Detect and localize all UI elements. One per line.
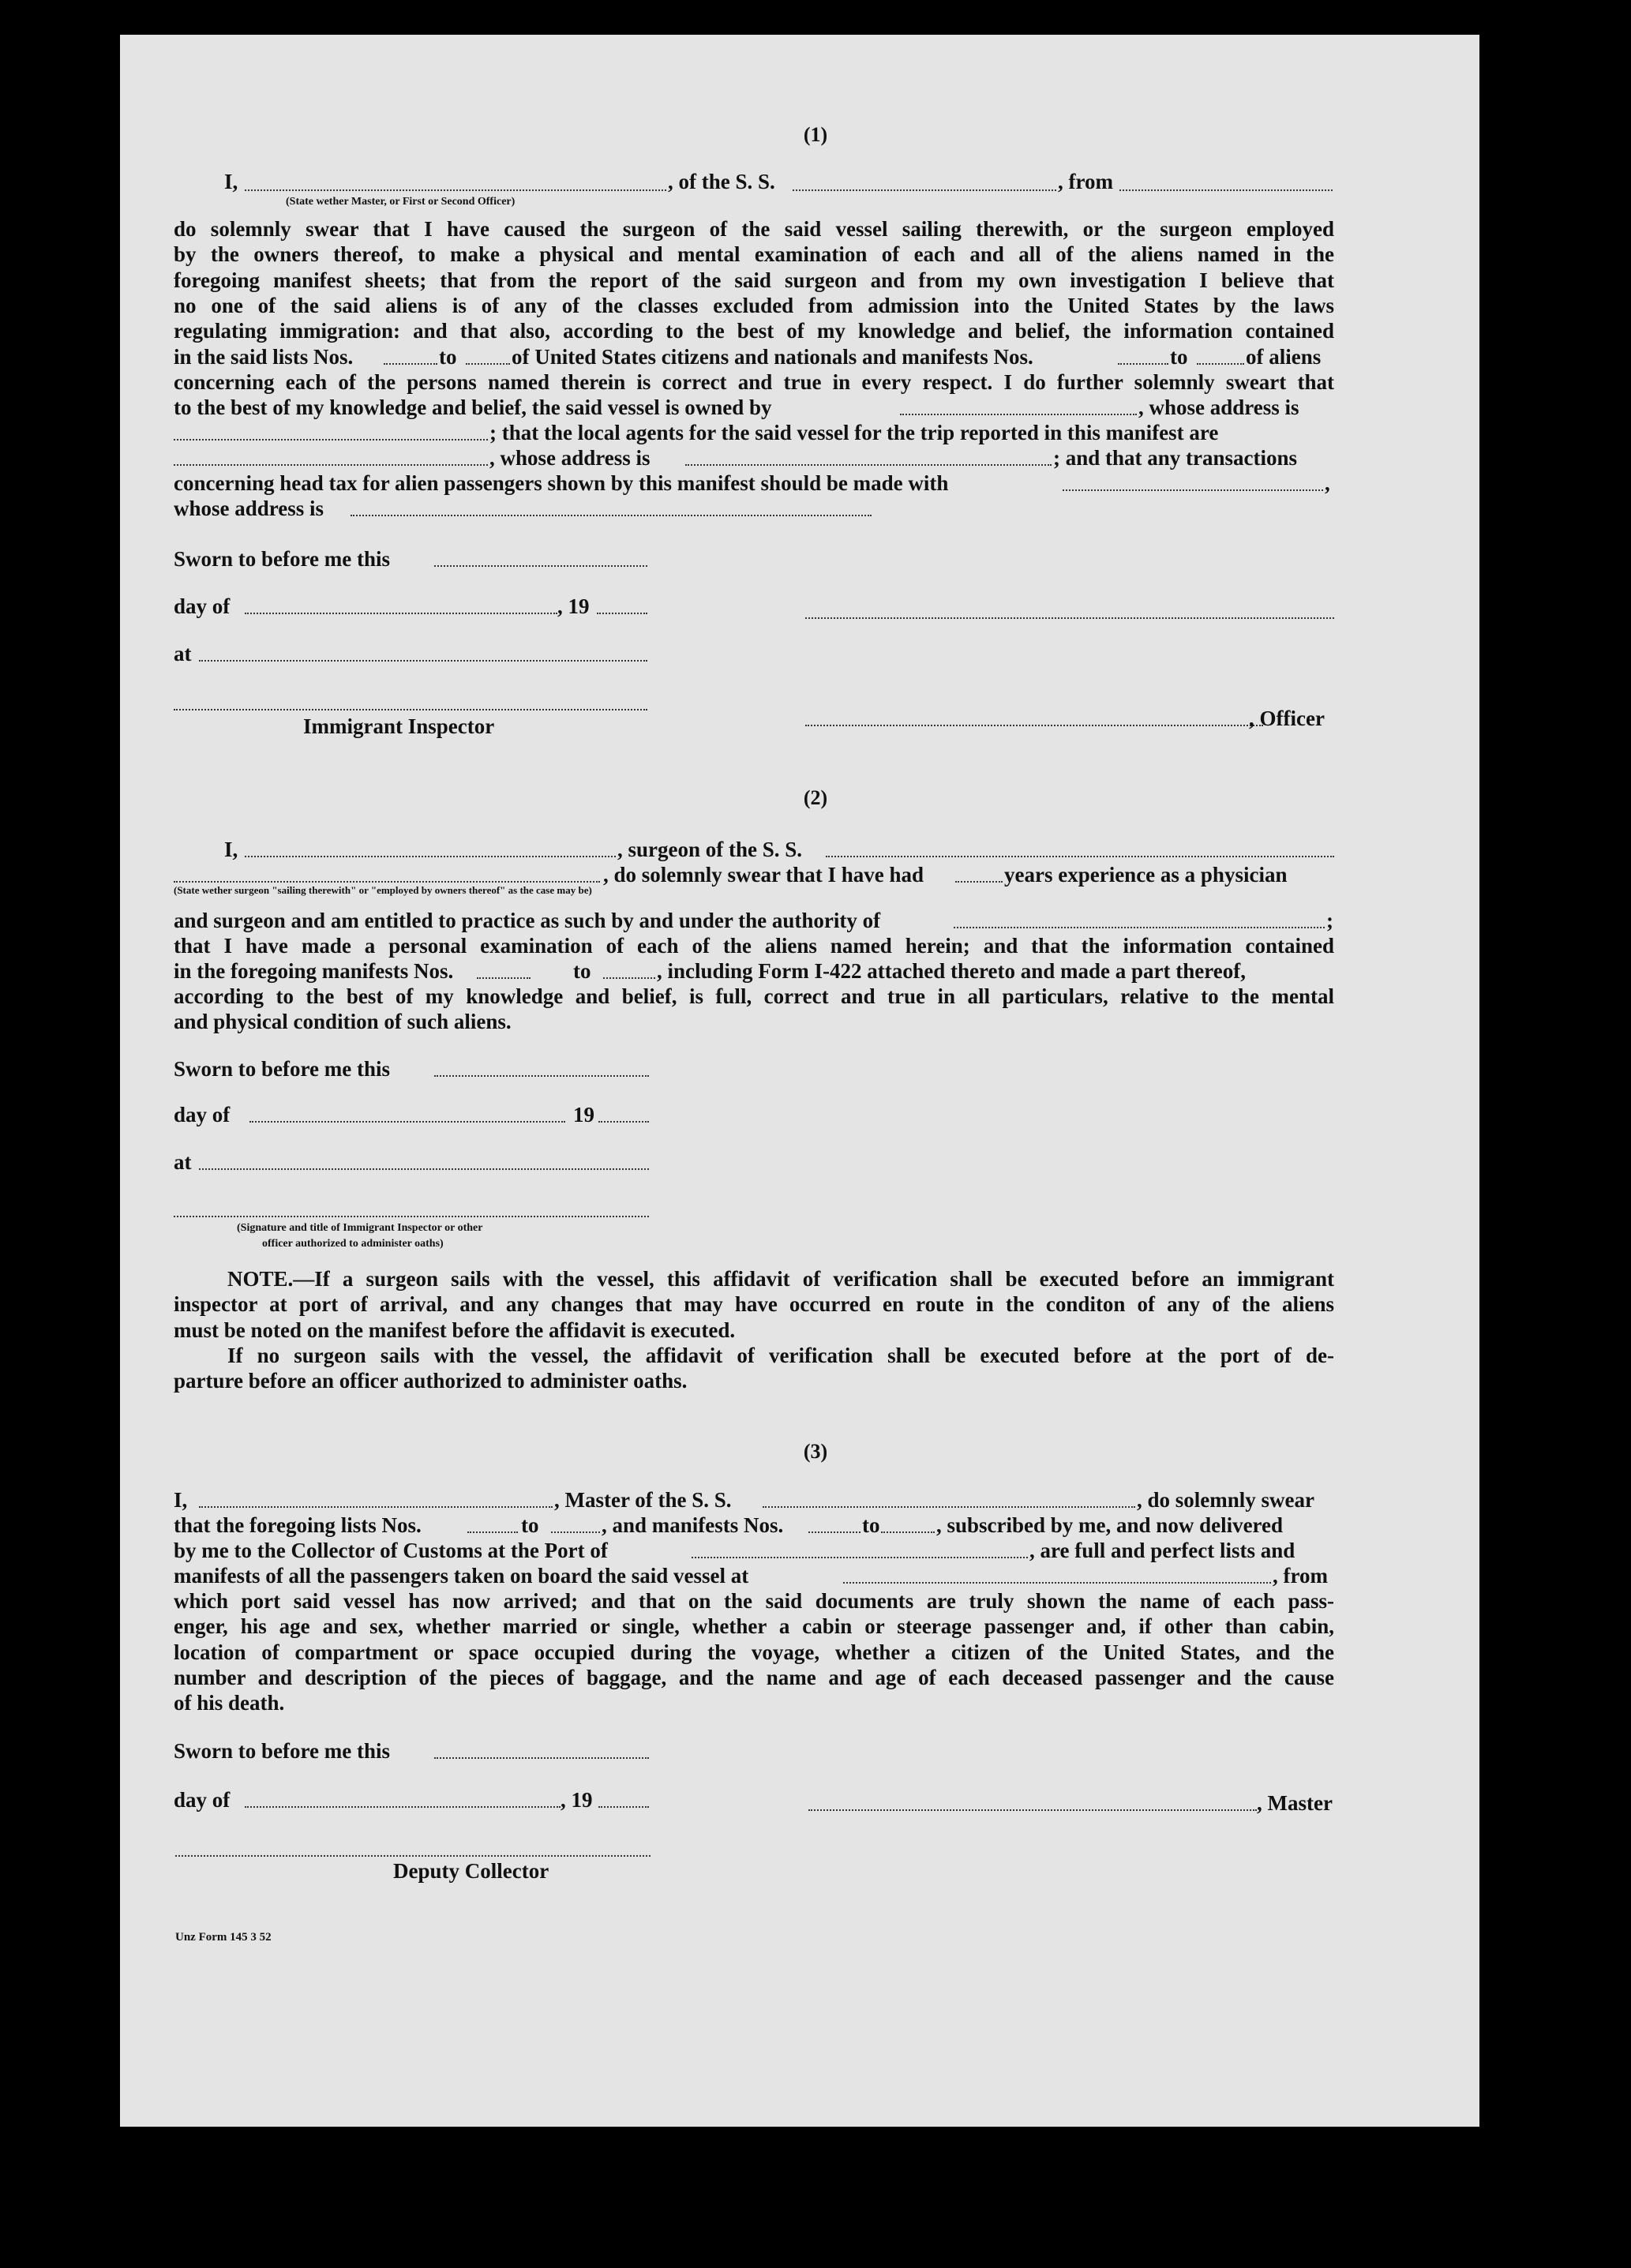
s1-from: , from [1058, 170, 1113, 193]
s2-manifests-from-field[interactable] [477, 977, 531, 979]
s1-manifests-label: of United States citizens and nationals and manifests Nos. [512, 345, 1033, 369]
s2-form-label: , including Form I-422 attached thereto and made a part thereof, [657, 959, 1246, 983]
note-line: NOTE.—If a surgeon sails with the vessel, this affidavit of verification shall be executed before an immigrant [227, 1267, 1334, 1291]
s1-officer-field[interactable] [245, 189, 666, 191]
note-line: inspector at port of arrival, and any changes that may have occurred en route in the conditon of any of the aliens [174, 1292, 1334, 1317]
section-1-number: (1) [803, 123, 828, 146]
s2-manifests-label: in the foregoing manifests Nos. [174, 959, 454, 983]
s2-surgeon-of-ss: , surgeon of the S. S. [617, 838, 803, 861]
s3-collector-label: Deputy Collector [393, 1859, 549, 1883]
s2-at-field[interactable] [199, 1168, 649, 1170]
s2-manifests-to-field[interactable] [603, 977, 655, 979]
s3-master-signature-field[interactable] [808, 1809, 1257, 1811]
s3-to: to [521, 1513, 539, 1537]
punch-hole [1505, 2089, 1546, 2130]
s1-lists-from-field[interactable] [384, 363, 437, 365]
s3-master-label: , Master [1257, 1791, 1333, 1815]
s3-manifests-from-field[interactable] [808, 1531, 860, 1533]
s3-ship-field[interactable] [763, 1506, 1135, 1508]
s3-sworn-label: Sworn to before me this [174, 1739, 390, 1763]
s3-subscribed-label: , subscribed by me, and now delivered [936, 1513, 1284, 1537]
s2-authority-field[interactable] [954, 927, 1325, 928]
punch-hole [1505, 729, 1546, 770]
s3-lists-label: that the foregoing lists Nos. [174, 1513, 422, 1537]
s3-day-field[interactable] [245, 1806, 561, 1808]
s1-line: do solemnly swear that I have caused the surgeon of the said vessel sailing therewith, or the surgeon employed [174, 217, 1334, 241]
s1-agents-label: ; that the local agents for the said vessel for the trip reported in this manifest are [489, 421, 1219, 444]
s3-port-field[interactable] [692, 1557, 1028, 1558]
s1-manifests-from-field[interactable] [1118, 363, 1168, 365]
s1-headtax-label: concerning head tax for alien passengers shown by this manifest should be made with [174, 471, 949, 495]
s1-inspector-label: Immigrant Inspector [303, 714, 495, 738]
s3-boarded-label: manifests of all the passengers taken on board the said vessel at [174, 1564, 749, 1588]
s2-years-label: years experience as a physician [1004, 863, 1288, 887]
s2-line: according to the best of my knowledge and belief, is full, correct and true in all particulars, relative to the mental [174, 984, 1334, 1008]
s1-at-field[interactable] [199, 660, 647, 662]
s1-to: to [439, 345, 457, 369]
s2-i: I, [224, 838, 238, 861]
s1-inspector-signature-field[interactable] [174, 709, 647, 710]
section-3-number: (3) [803, 1440, 828, 1463]
s3-dayof-label: day of [174, 1788, 231, 1812]
s2-dayof-label: day of [174, 1103, 231, 1127]
s3-line: of his death. [174, 1691, 285, 1715]
form-number: Unz Form 145 3 52 [175, 1931, 272, 1944]
s1-agents-field[interactable] [174, 464, 488, 466]
s1-day-field[interactable] [245, 613, 557, 614]
punch-hole [1505, 215, 1546, 256]
s1-line-8 [174, 369, 1334, 395]
s1-officer-signature-field[interactable] [805, 617, 1334, 619]
s2-at-label: at [174, 1150, 192, 1174]
s3-year-label: , 19 [561, 1788, 593, 1812]
s2-authority-label: and surgeon and am entitled to practice as such by and under the authority of [174, 909, 881, 932]
s2-line: that I have made a personal examination of each of the aliens named herein; and that the information contained [174, 934, 1334, 958]
s1-line: regulating immigration: and that also, according to the best of my knowledge and belief, the information contained [174, 319, 1334, 343]
s3-boarded-field[interactable] [843, 1582, 1271, 1584]
s1-at-label: at [174, 642, 192, 665]
s3-lists-from-field[interactable] [467, 1531, 518, 1533]
note-line: must be noted on the manifest before the affidavit is executed. [174, 1318, 736, 1342]
s1-agents-address-label: , whose address is [489, 446, 651, 470]
s1-from-field[interactable] [1119, 189, 1333, 191]
s1-line: concerning each of the persons named therein is correct and true in every respect. I do further solemnly sweart that [174, 370, 1334, 394]
punch-hole [1505, 1582, 1546, 1623]
s1-year-field[interactable] [597, 613, 647, 614]
s3-line: number and description of the pieces of baggage, and the name and age of each deceased passenger and the cause [174, 1665, 1334, 1689]
s2-sworn-label: Sworn to before me this [174, 1057, 390, 1081]
s2-to: to [573, 959, 591, 983]
s2-year-field[interactable] [598, 1121, 649, 1123]
s1-dayof-label: day of [174, 594, 231, 618]
s1-ship-field[interactable] [793, 189, 1056, 191]
s1-officer-note: (State wether Master, or First or Second Officer) [286, 196, 516, 208]
s2-ship-field[interactable] [826, 856, 1334, 857]
s3-manifests-label: , and manifests Nos. [602, 1513, 784, 1537]
s2-body [174, 984, 1334, 1035]
s3-line: which port said vessel has now arrived; and that on the said documents are truly shown the name of each pass- [174, 1589, 1334, 1613]
note-line: parture before an officer authorized to administer oaths. [174, 1369, 688, 1393]
s3-collector-signature-field[interactable] [175, 1855, 651, 1857]
s1-to-2: to [1170, 345, 1188, 369]
s1-officer-name-field[interactable] [805, 725, 1263, 726]
s2-note [174, 1266, 1334, 1393]
s2-sig-note-2: officer authorized to administer oaths) [262, 1238, 444, 1250]
s1-sworn-field[interactable] [434, 565, 647, 567]
s1-i: I, [224, 170, 238, 193]
s1-body [174, 216, 1334, 343]
s2-years-field[interactable] [955, 881, 1003, 883]
s1-year-label: , 19 [557, 594, 590, 618]
s2-surgeon-field[interactable] [245, 856, 616, 857]
s1-owner-field[interactable] [900, 414, 1137, 415]
s3-master-field[interactable] [199, 1506, 553, 1508]
s2-signature-field[interactable] [174, 1216, 649, 1217]
s3-manifests-to-field[interactable] [881, 1531, 935, 1533]
punch-hole [1505, 1961, 1546, 2002]
s3-swear-label: , do solemnly swear [1137, 1488, 1314, 1512]
s1-lists-to-field[interactable] [466, 363, 510, 365]
s1-owner-address-field[interactable] [174, 439, 488, 440]
s3-port-label: by me to the Collector of Customs at the Port of [174, 1539, 608, 1562]
s1-agents-address-field[interactable] [685, 464, 1052, 466]
s3-line: enger, his age and sex, whether married or single, whether a cabin or steerage passenger and, if other than cabin, [174, 1614, 1334, 1639]
s2-line: and physical condition of such aliens. [174, 1010, 512, 1034]
s1-owned-by-label: to the best of my knowledge and belief, the said vessel is owned by [174, 395, 772, 419]
s1-headtax-field[interactable] [1063, 489, 1323, 491]
s2-sailing-note: (State wether surgeon "sailing therewith" or "employed by owners thereof" as the case may be) [174, 884, 592, 896]
s1-headtax-address-label: whose address is [174, 497, 324, 520]
s1-transactions-label: ; and that any transactions [1053, 446, 1298, 470]
s1-line: by the owners thereof, to make a physical and mental examination of each and all of the aliens named in the [174, 242, 1334, 267]
s3-from-label: , from [1273, 1564, 1328, 1588]
s2-swear-label: , do solemnly swear that I have had [603, 863, 924, 887]
s3-line: location of compartment or space occupied during the voyage, whether a citizen of the United States, and the [174, 1640, 1334, 1664]
s3-sworn-field[interactable] [434, 1757, 649, 1759]
s1-sworn-label: Sworn to before me this [174, 547, 390, 571]
s1-headtax-address-field[interactable] [351, 515, 872, 516]
s1-of-aliens: of aliens [1246, 345, 1322, 369]
s3-i: I, [174, 1488, 188, 1512]
punch-hole [1505, 267, 1546, 308]
s1-comma: , [1325, 471, 1330, 495]
s1-lists-label: in the said lists Nos. [174, 345, 354, 369]
s1-of-ss: , of the S. S. [668, 170, 775, 193]
note-line: If no surgeon sails with the vessel, the affidavit of verification shall be executed before at the port of de- [227, 1343, 1334, 1367]
s2-sworn-field[interactable] [434, 1075, 649, 1077]
s1-manifests-to-field[interactable] [1197, 363, 1244, 365]
s3-to-2: to [862, 1513, 880, 1537]
s3-year-field[interactable] [598, 1806, 649, 1808]
s2-sig-note-1: (Signature and title of Immigrant Inspector or other [237, 1222, 483, 1234]
punch-hole [1505, 592, 1546, 633]
s1-line: foregoing manifest sheets; that from the report of the said surgeon and from my own investigation I believe that [174, 268, 1334, 292]
s2-sailing-type-field[interactable] [174, 881, 600, 883]
s3-body [174, 1588, 1334, 1715]
s3-lists-perfect-label: , are full and perfect lists and [1029, 1539, 1295, 1562]
s3-master-of-ss: , Master of the S. S. [554, 1488, 732, 1512]
s1-line: no one of the said aliens is of any of the classes excluded from admission into the United States by the laws [174, 293, 1334, 317]
s2-day-field[interactable] [249, 1121, 565, 1123]
s2-year-label: 19 [573, 1103, 594, 1127]
punch-hole [1505, 1115, 1546, 1156]
s2-line-4 [174, 933, 1334, 958]
section-2-number: (2) [803, 786, 828, 809]
s2-semicolon: ; [1326, 909, 1333, 932]
s3-lists-to-field[interactable] [551, 1531, 600, 1533]
s1-address-label: , whose address is [1138, 395, 1299, 419]
s1-officer-label: , Officer [1249, 707, 1325, 730]
